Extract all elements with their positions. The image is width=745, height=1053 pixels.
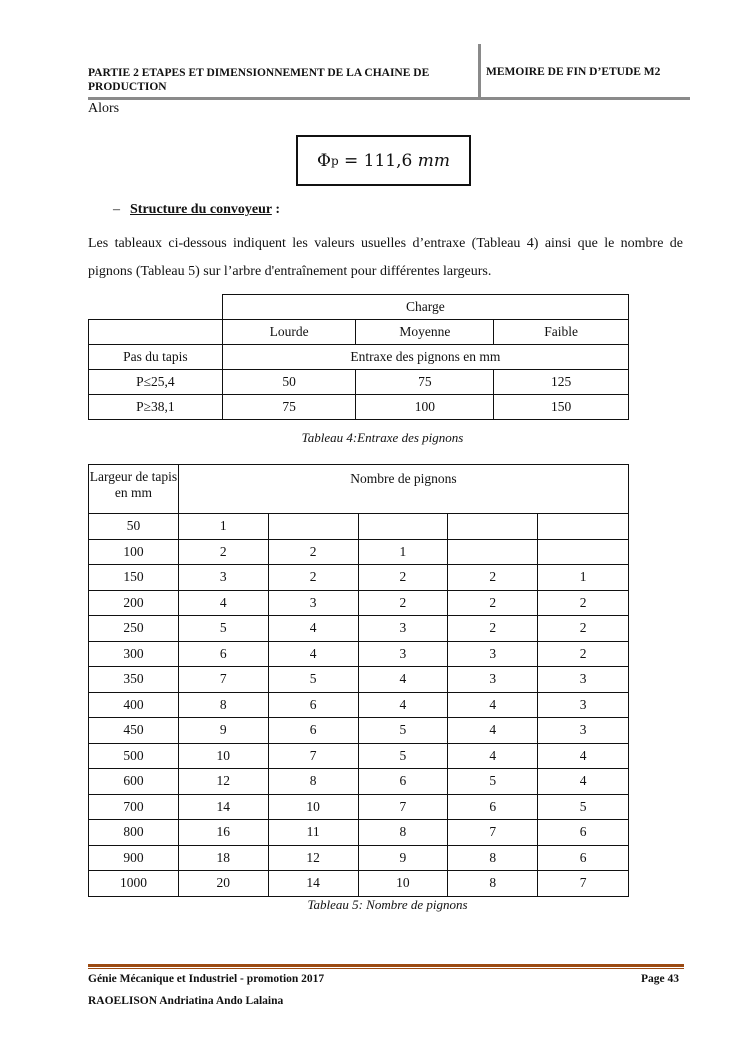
- table-row: [89, 616, 629, 642]
- table-cell: 3: [448, 667, 538, 693]
- table-cell: 5: [358, 743, 448, 769]
- table-cell: 11: [268, 820, 358, 846]
- table-cell: 14: [178, 794, 268, 820]
- page-header: [88, 44, 688, 100]
- table-cell: 2: [448, 590, 538, 616]
- table-cell: 7: [358, 794, 448, 820]
- table-row: [89, 718, 629, 744]
- table-row: [89, 345, 629, 370]
- table4-col-header: Faible: [494, 320, 629, 345]
- table-cell: 4: [448, 692, 538, 718]
- table-cell: 8: [448, 871, 538, 897]
- table-cell: 800: [89, 820, 179, 846]
- table-cell: 4: [538, 769, 629, 795]
- table-cell: 125: [494, 370, 629, 395]
- table-cell: 4: [268, 616, 358, 642]
- table-cell: 300: [89, 641, 179, 667]
- table-cell: 450: [89, 718, 179, 744]
- table-cell: 7: [178, 667, 268, 693]
- table-cell: 6: [268, 718, 358, 744]
- table-row: [89, 590, 629, 616]
- table-cell: 8: [178, 692, 268, 718]
- formula-subscript: p: [330, 153, 339, 168]
- table-row: [89, 820, 629, 846]
- table-cell: 2: [538, 590, 629, 616]
- table-cell: [448, 514, 538, 540]
- section-colon: :: [271, 202, 280, 217]
- table5-col-header: Largeur de tapis en mm: [89, 465, 179, 514]
- table-cell: 12: [268, 845, 358, 871]
- table-cell: 5: [358, 718, 448, 744]
- table-row: [89, 370, 629, 395]
- table-cell: [448, 539, 538, 565]
- table-cell: 1000: [89, 871, 179, 897]
- table-cell: 200: [89, 590, 179, 616]
- table-cell: 4: [268, 641, 358, 667]
- table-cell: 4: [178, 590, 268, 616]
- table-cell: 8: [358, 820, 448, 846]
- table-row: [89, 692, 629, 718]
- section-title: Structure du convoyeur: [130, 202, 272, 217]
- table-cell: 8: [448, 845, 538, 871]
- table-cell: 9: [178, 718, 268, 744]
- table-cell: 3: [538, 692, 629, 718]
- table-cell: 6: [358, 769, 448, 795]
- header-document-title: MEMOIRE DE FIN D’ETUDE M2: [486, 66, 661, 78]
- table5-span-label: Nombre de pignons: [178, 465, 628, 514]
- table-cell: 150: [494, 395, 629, 420]
- table-row: [89, 395, 629, 420]
- table-cell: 2: [358, 590, 448, 616]
- table-cell: 16: [178, 820, 268, 846]
- table-cell: 900: [89, 845, 179, 871]
- table-row: [89, 871, 629, 897]
- table-cell: 3: [268, 590, 358, 616]
- table-cell: 7: [448, 820, 538, 846]
- table-cell: [358, 514, 448, 540]
- table-cell: 6: [448, 794, 538, 820]
- table-cell: 1: [178, 514, 268, 540]
- table-cell: 6: [178, 641, 268, 667]
- table-cell: 4: [358, 667, 448, 693]
- table-nombre-pignons: [88, 464, 629, 897]
- table-row: [89, 320, 629, 345]
- table-cell: 1: [358, 539, 448, 565]
- table-cell: 6: [538, 845, 629, 871]
- table-cell: 10: [178, 743, 268, 769]
- table-cell: 4: [448, 718, 538, 744]
- footer-page-number: Page 43: [641, 973, 680, 985]
- table-cell: 12: [178, 769, 268, 795]
- table-cell: 2: [178, 539, 268, 565]
- table-cell: 2: [448, 616, 538, 642]
- table-entraxe: [88, 294, 629, 420]
- table-cell: 7: [268, 743, 358, 769]
- table-cell: 3: [358, 616, 448, 642]
- formula-box: [296, 135, 471, 186]
- table5-caption: Tableau 5: Nombre de pignons: [307, 897, 468, 912]
- table-cell: 350: [89, 667, 179, 693]
- table-cell: 600: [89, 769, 179, 795]
- table4-span-label: Entraxe des pignons en mm: [222, 345, 628, 370]
- table-cell: 14: [268, 871, 358, 897]
- table-cell: 4: [448, 743, 538, 769]
- table-cell: 2: [538, 641, 629, 667]
- table-cell: 10: [268, 794, 358, 820]
- table-cell: 9: [358, 845, 448, 871]
- formula-unit: mm: [417, 150, 450, 171]
- header-divider-vertical: [478, 44, 481, 98]
- table-cell: 100: [356, 395, 494, 420]
- footer-author: RAOELISON Andriatina Ando Lalaina: [88, 995, 284, 1007]
- table-row: [89, 565, 629, 591]
- table-row: [89, 743, 629, 769]
- table-cell: 5: [178, 616, 268, 642]
- footer-divider-thin: [88, 968, 684, 969]
- table-cell: 250: [89, 616, 179, 642]
- table-row: [89, 769, 629, 795]
- header-divider-horizontal: [88, 97, 690, 100]
- table-row: [89, 845, 629, 871]
- table-cell: 3: [538, 667, 629, 693]
- table-cell: 2: [268, 539, 358, 565]
- table-cell: 7: [538, 871, 629, 897]
- table-row: [89, 667, 629, 693]
- table-cell: 5: [268, 667, 358, 693]
- table-cell: 8: [268, 769, 358, 795]
- table-cell: 3: [448, 641, 538, 667]
- table-cell: 3: [538, 718, 629, 744]
- table-cell: 5: [538, 794, 629, 820]
- formula-equation: = 111,6: [338, 150, 418, 171]
- section-dash: –: [113, 202, 120, 217]
- table4-caption: Tableau 4:Entraxe des pignons: [301, 430, 464, 445]
- table-cell: 10: [358, 871, 448, 897]
- table4-col-header: Lourde: [222, 320, 356, 345]
- table-cell: 3: [358, 641, 448, 667]
- footer-program: Génie Mécanique et Industriel - promotion 2017: [88, 973, 325, 985]
- table4-row-header: Pas du tapis: [89, 345, 223, 370]
- table-empty-cell: [89, 295, 223, 320]
- intro-paragraph: Les tableaux ci-dessous indiquent les valeurs usuelles d’entraxe (Tableau 4) ainsi que le nombre de pignons (Tableau 5) sur l’arbre d'entraînement pour différentes largeurs.: [88, 236, 683, 279]
- table-cell: 18: [178, 845, 268, 871]
- table-cell: 75: [222, 395, 356, 420]
- table-row: [89, 465, 629, 514]
- table-empty-cell: [89, 320, 223, 345]
- table-cell: 2: [448, 565, 538, 591]
- alors-text: Alors: [88, 101, 120, 116]
- table-cell: 2: [538, 616, 629, 642]
- table-cell: 4: [538, 743, 629, 769]
- formula-symbol: Φ: [317, 150, 331, 171]
- table-cell: 75: [356, 370, 494, 395]
- table-cell: 500: [89, 743, 179, 769]
- table-cell: [268, 514, 358, 540]
- table-cell: 3: [178, 565, 268, 591]
- table-cell: 6: [538, 820, 629, 846]
- table-row: [89, 539, 629, 565]
- table-cell: 6: [268, 692, 358, 718]
- table-row: [89, 794, 629, 820]
- table-cell: 2: [268, 565, 358, 591]
- table-cell: [538, 539, 629, 565]
- table-cell: P≥38,1: [89, 395, 223, 420]
- table-cell: 50: [222, 370, 356, 395]
- table-cell: 700: [89, 794, 179, 820]
- table-row: [89, 295, 629, 320]
- table-cell: 20: [178, 871, 268, 897]
- section-heading: [113, 202, 280, 218]
- table-cell: 2: [358, 565, 448, 591]
- table-row: [89, 641, 629, 667]
- footer-divider: [88, 964, 684, 967]
- table-cell: 4: [358, 692, 448, 718]
- table4-charge-header: Charge: [222, 295, 628, 320]
- table-cell: 100: [89, 539, 179, 565]
- header-chapter-title: PARTIE 2 ETAPES ET DIMENSIONNEMENT DE LA CHAINE DE PRODUCTION: [88, 67, 430, 93]
- table-cell: 1: [538, 565, 629, 591]
- table-cell: P≤25,4: [89, 370, 223, 395]
- table-cell: 400: [89, 692, 179, 718]
- table4-col-header: Moyenne: [356, 320, 494, 345]
- table-cell: [538, 514, 629, 540]
- table-cell: 150: [89, 565, 179, 591]
- table-row: [89, 514, 629, 540]
- table-cell: 50: [89, 514, 179, 540]
- table-cell: 5: [448, 769, 538, 795]
